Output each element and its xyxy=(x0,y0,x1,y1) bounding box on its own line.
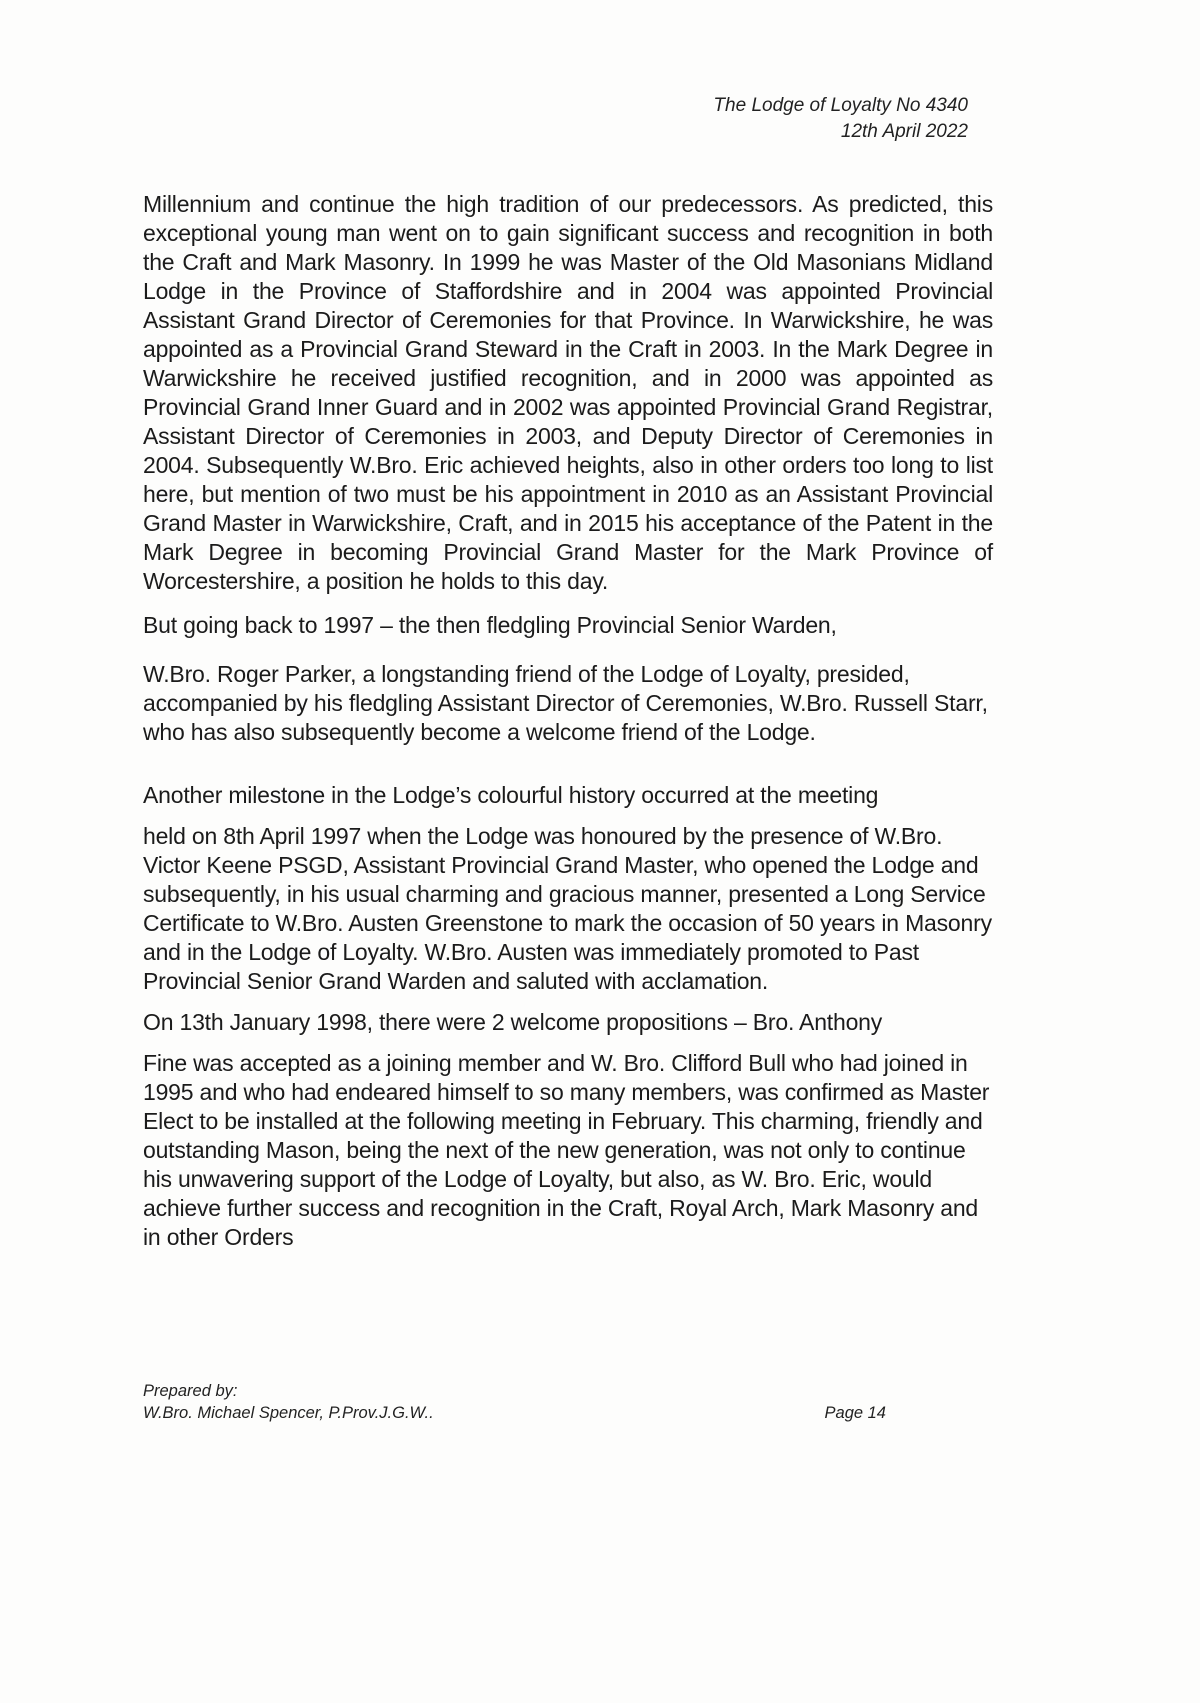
paragraph-clifford-bull: Fine was accepted as a joining member and W. Bro. Clifford Bull who had joined in 1995 and who had endeared himself to so many members, was confirmed as Master Elect to be installed at the following meeting in February. This charming, friendly and outstanding Mason, being the next of the new generation, was not only to continue his unwavering support of the Lodge of Loyalty, but also, as W. Bro. Eric, would achieve further success and recognition in the Craft, Royal Arch, Mark Masonry and in other Orders xyxy=(143,1050,990,1250)
paragraph-millennium: Millennium and continue the high tradition of our predecessors. As predicted, this exceptional young man went on to gain significant success and recognition in both the Craft and Mark Masonry. In 1999 he was Master of the Old Masonians Midland Lodge in the Province of Staffordshire and in 2004 was appointed Provincial Assistant Grand Director of Ceremonies for that Province. In Warwickshire, he was appointed as a Provincial Grand Steward in the Craft in 2003. In the Mark Degree in Warwickshire he received justified recognition, and in 2000 was appointed as Provincial Grand Inner Guard and in 2002 was appointed Provincial Grand Registrar, Assistant Director of Ceremonies in 2003, and Deputy Director of Ceremonies in 2004. Subsequently W.Bro. Eric achieved heights, also in other orders too long to list here, but mention of two must be his appointment in 2010 as an Assistant Provincial Grand Master in Warwickshire, Craft, and in 2015 his acceptance of the Patent in the Mark Degree in becoming Provincial Grand Master for the Mark Province of Worcestershire, a position he holds to this day. xyxy=(143,191,993,594)
prepared-by-block xyxy=(143,1380,434,1425)
paragraph-january-1998: On 13th January 1998, there were 2 welcome propositions – Bro. Anthony xyxy=(143,1009,883,1035)
page-header xyxy=(713,93,968,144)
paragraph-going-back-1997: But going back to 1997 – the then fledgling Provincial Senior Warden, xyxy=(143,612,837,638)
document-body xyxy=(143,190,993,1267)
prepared-by-label: Prepared by: xyxy=(143,1382,238,1400)
paragraph-april-1997-meeting: held on 8th April 1997 when the Lodge was honoured by the presence of W.Bro. Victor Keene PSGD, Assistant Provincial Grand Master, who opened the Lodge and subsequently, in his usual charming and gracious manner, presented a Long Service Certificate to W.Bro. Austen Greenstone to mark the occasion of 50 years in Masonry and in the Lodge of Loyalty. W.Bro. Austen was immediately promoted to Past Provincial Senior Grand Warden and saluted with acclamation. xyxy=(143,823,992,994)
paragraph-another-milestone: Another milestone in the Lodge’s colourful history occurred at the meeting xyxy=(143,782,879,808)
header-date: 12th April 2022 xyxy=(840,120,968,142)
prepared-by-name: W.Bro. Michael Spencer, P.Prov.J.G.W.. xyxy=(143,1404,434,1423)
header-title: The Lodge of Loyalty No 4340 xyxy=(713,95,968,116)
page-number: Page 14 xyxy=(824,1404,886,1423)
paragraph-roger-parker: W.Bro. Roger Parker, a longstanding friend of the Lodge of Loyalty, presided, accompanied by his fledgling Assistant Director of Ceremonies, W.Bro. Russell Starr, who has also subsequently become a welcome friend of the Lodge. xyxy=(143,661,988,745)
page-footer xyxy=(143,1380,886,1425)
